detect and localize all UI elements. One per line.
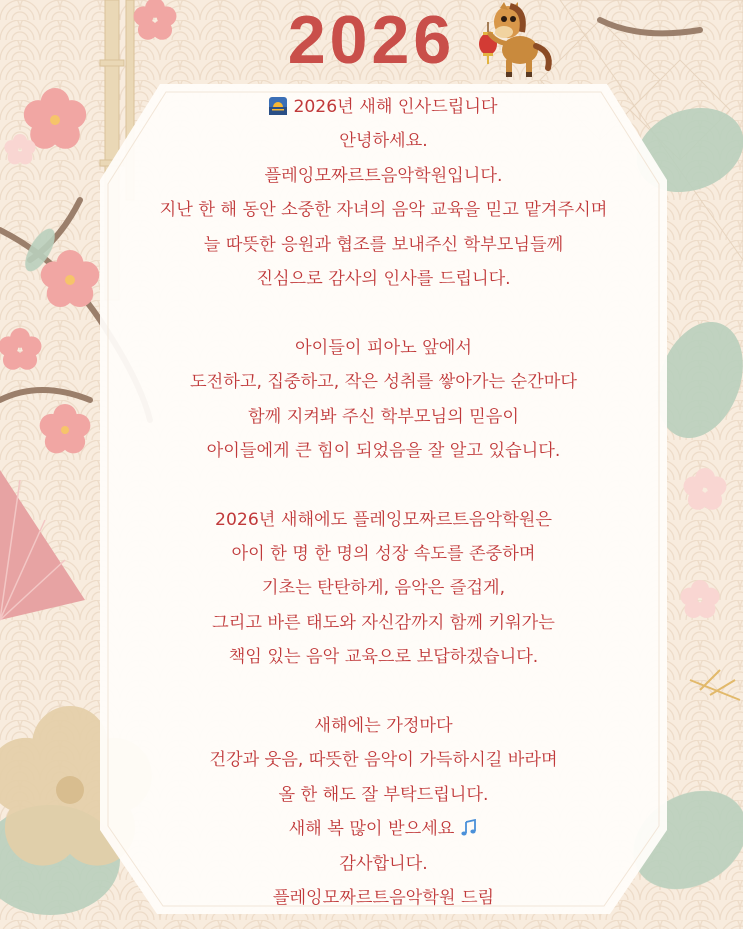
- message-line: [100, 812, 667, 846]
- music-notes-icon: [460, 819, 478, 837]
- message-line-4: 지난 한 해 동안 소중한 자녀의 음악 교육을 믿고 맡겨주시며: [159, 200, 608, 221]
- sunrise-icon: [269, 97, 287, 115]
- message-line-17: 건강과 웃음, 따뜻한 음악이 가득하시길 바라며: [209, 750, 558, 771]
- message-line-20: 감사합니다.: [339, 853, 428, 874]
- paragraph-gap: [100, 468, 667, 502]
- message-line-11: 2026년 새해에도 플레잉모짜르트음악학원은: [215, 509, 552, 530]
- horse-mascot-icon: [470, 2, 560, 82]
- message-line-3: 플레잉모짜르트음악학원입니다.: [264, 165, 503, 186]
- message-line-19: 새해 복 많이 받으세요: [288, 819, 455, 840]
- message-line-7: 아이들이 피아노 앞에서: [295, 337, 472, 358]
- message-line-8: 도전하고, 집중하고, 작은 성취를 쌓아가는 순간마다: [190, 372, 577, 393]
- message-line-13: 기초는 탄탄하게, 음악은 즐겁게,: [261, 578, 506, 599]
- year-title: 2026: [287, 2, 456, 78]
- greeting-message: [100, 90, 667, 915]
- message-line-1: 2026년 새해 인사드립니다: [293, 97, 498, 117]
- paragraph-gap: [100, 296, 667, 330]
- paragraph-gap: [100, 675, 667, 709]
- message-line-5: 늘 따뜻한 응원과 협조를 보내주신 학부모님들께: [203, 234, 564, 255]
- message-line-10: 아이들에게 큰 힘이 되었음을 잘 알고 있습니다.: [206, 440, 561, 461]
- message-line-6: 진심으로 감사의 인사를 드립니다.: [256, 268, 511, 289]
- message-line-9: 함께 지켜봐 주신 학부모님의 믿음이: [248, 406, 519, 427]
- message-line-18: 올 한 해도 잘 부탁드립니다.: [278, 784, 489, 805]
- message-line-12: 아이 한 명 한 명의 성장 속도를 존중하며: [231, 544, 536, 565]
- message-line-14: 그리고 바른 태도와 자신감까지 함께 키워가는: [212, 612, 555, 633]
- message-line-15: 책임 있는 음악 교육으로 보답하겠습니다.: [228, 647, 539, 668]
- message-line-21: 플레잉모짜르트음악학원 드림: [272, 887, 495, 908]
- message-line: [100, 90, 667, 124]
- message-line-16: 새해에는 가정마다: [314, 716, 453, 737]
- message-line-2: 안녕하세요.: [339, 131, 428, 152]
